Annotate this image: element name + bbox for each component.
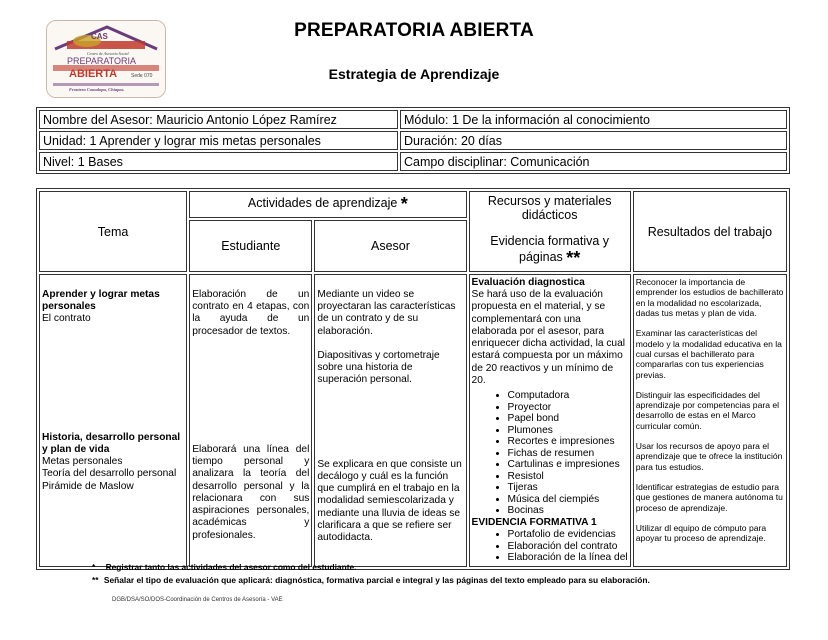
material-item: • Bocinas: [508, 505, 628, 517]
tema-2-item: Pirámide de Maslow: [42, 480, 134, 492]
resultados-cell: [633, 274, 787, 567]
evaluation-title: Evaluación diagnostica: [471, 277, 585, 288]
recursos-cell: [469, 274, 631, 567]
header-estudiante: [189, 220, 312, 272]
tema-1-title: Aprender y lograr metas personales: [42, 289, 160, 313]
header-recursos-label: Recursos y materiales didácticos: [487, 194, 612, 222]
material-item: • Computadora: [508, 390, 628, 402]
info-table: [36, 107, 790, 174]
footnote-2: [92, 575, 650, 585]
logo-abierta-text: ABIERTA: [69, 68, 118, 80]
material-item: • Plumones: [508, 425, 628, 437]
logo-centro-text: Centro de Asesoría Social: [87, 51, 129, 56]
result-item: Examinar las características del modelo y la modalidad educativa en la cual cursas el bachillerato para compararlas con tus experiencias previas.: [635, 328, 782, 380]
modulo-cell: Módulo: 1 De la información al conocimiento: [400, 110, 787, 129]
header-resultados-label: Resultados del trabajo: [647, 224, 773, 239]
campo-cell: Campo disciplinar: Comunicación: [400, 152, 787, 171]
header-actividades-mark: *: [400, 194, 408, 214]
asesor-activity: Diapositivas y cortometraje sobre una historia de superación personal.: [317, 349, 440, 386]
header-tema: [39, 191, 187, 272]
footnote-1-text: Registrar tanto las actividades del asesor como del estudiante.: [105, 562, 357, 572]
estudiante-activity: Elaborará una línea del tiempo personal y analizara la teoría del desarrollo personal y la relacionara con sus aspiraciones personales, académicas y profesionales.: [192, 443, 310, 541]
evidence-item: • Elaboración del contrato: [508, 541, 628, 553]
header-resultados: [633, 191, 787, 272]
header-asesor-label: Asesor: [370, 239, 410, 253]
material-item: • Tijeras: [508, 482, 628, 494]
tema-2-item: Metas personales: [42, 456, 123, 468]
logo-sede-text: Sede 070: [131, 73, 153, 79]
material-item: • Papel bond: [508, 413, 628, 425]
header-actividades-label: Actividades de aprendizaje: [247, 196, 398, 210]
result-item: Usar los recursos de apoyo para el aprendizaje que te ofrece la institución para tus estudios.: [635, 441, 783, 472]
evaluation-text: Se hará uso de la evaluación propuesta en el material, y se complementará con una elaborada por el asesor, para enriquecer dicha actividad, la cual estará compuesta por un máximo de 20 reactivos y un mínimo de 20.: [471, 289, 626, 386]
evidence-list: [472, 529, 628, 564]
header-asesor: [314, 220, 466, 272]
material-item: • Cartulinas e impresiones: [508, 459, 628, 471]
result-item: Identificar estrategias de estudio para que gestiones de manera autónoma tu proceso de aprendizaje.: [635, 482, 783, 513]
logo-preparatoria-text: PREPARATORIA: [67, 56, 137, 66]
tema-2-title: Historia, desarrollo personal y plan de vida: [42, 431, 181, 455]
tema-1-sub: El contrato: [42, 313, 91, 325]
evidence-item: • Elaboración de la línea del: [508, 552, 628, 564]
estudiante-cell: [189, 274, 312, 567]
footnote-2-mark: **: [92, 575, 99, 585]
asesor-cell: Nombre del Asesor: Mauricio Antonio López Ramírez: [39, 110, 398, 129]
logo-lugar-text: Frontera Comalapa, Chiapas.: [69, 87, 125, 92]
estudiante-activity: Elaboración de un contrato en 4 etapas, con la ayuda de un procesador de textos.: [192, 289, 310, 337]
tema-2-item: Teoría del desarrollo personal: [42, 468, 177, 480]
material-item: • Resistol: [508, 471, 628, 483]
asesor-activities-cell: [314, 274, 466, 567]
materials-list: [472, 390, 628, 517]
result-item: Distinguir las especificidades del aprendizaje por competencias para el desarrollo de estas en el Marco curricular común.: [635, 389, 780, 431]
result-item: Utilizar dl equipo de cómputo para apoyar tu proceso de aprendizaje.: [635, 522, 767, 544]
footnote-1: [92, 562, 356, 572]
material-item: • Fichas de resumen: [508, 448, 628, 460]
material-item: • Recortes e impresiones: [508, 436, 628, 448]
strategy-table: [36, 188, 790, 570]
header-actividades: [189, 191, 466, 218]
material-item: • Proyector: [508, 402, 628, 414]
logo-cas-text: CAS: [91, 32, 108, 41]
evidence-title: EVIDENCIA FORMATIVA 1: [471, 516, 597, 528]
header-evidencia-mark: **: [566, 248, 581, 268]
unidad-cell: Unidad: 1 Aprender y lograr mis metas personales: [39, 131, 398, 150]
footnote-1-mark: *: [92, 562, 96, 572]
page-title: PREPARATORIA ABIERTA: [294, 20, 534, 41]
result-item: Reconocer la importancia de emprender los estudios de bachillerato en la modalidad no escolarizada, dadas tus metas y plan de vida.: [635, 277, 784, 318]
header-evidencia-label: Evidencia formativa y páginas: [490, 234, 610, 264]
tema-cell: [39, 274, 187, 567]
footnote-2-text: Señalar el tipo de evaluación que aplicará: diagnóstica, formativa parcial e integral y las páginas del texto empleado para su elaboración.: [103, 575, 650, 585]
header-recursos: [469, 191, 631, 272]
asesor-activity: Mediante un video se proyectaran las características de un contrato y de su elaboración.: [317, 289, 456, 337]
header-tema-label: Tema: [97, 224, 129, 239]
evidence-item: • Portafolio de evidencias: [508, 529, 628, 541]
page-subtitle: Estrategia de Aprendizaje: [328, 66, 500, 82]
material-item: • Música del ciempiés: [508, 494, 628, 506]
nivel-cell: Nivel: 1 Bases: [39, 152, 398, 171]
document-code: DGB/DSA/SO/DOS-Coordinación de Centros de Asesoría - VAE: [112, 597, 283, 603]
asesor-activity: Se explicara en que consiste un decálogo y cuál es la función que cumplirá en el trabajo en la modalidad semiescolarizada y mediante una lluvia de ideas se clarificara a que se refiere ser autodidacta.: [317, 458, 462, 544]
duracion-cell: Duración: 20 días: [400, 131, 787, 150]
header-estudiante-label: Estudiante: [221, 239, 281, 253]
